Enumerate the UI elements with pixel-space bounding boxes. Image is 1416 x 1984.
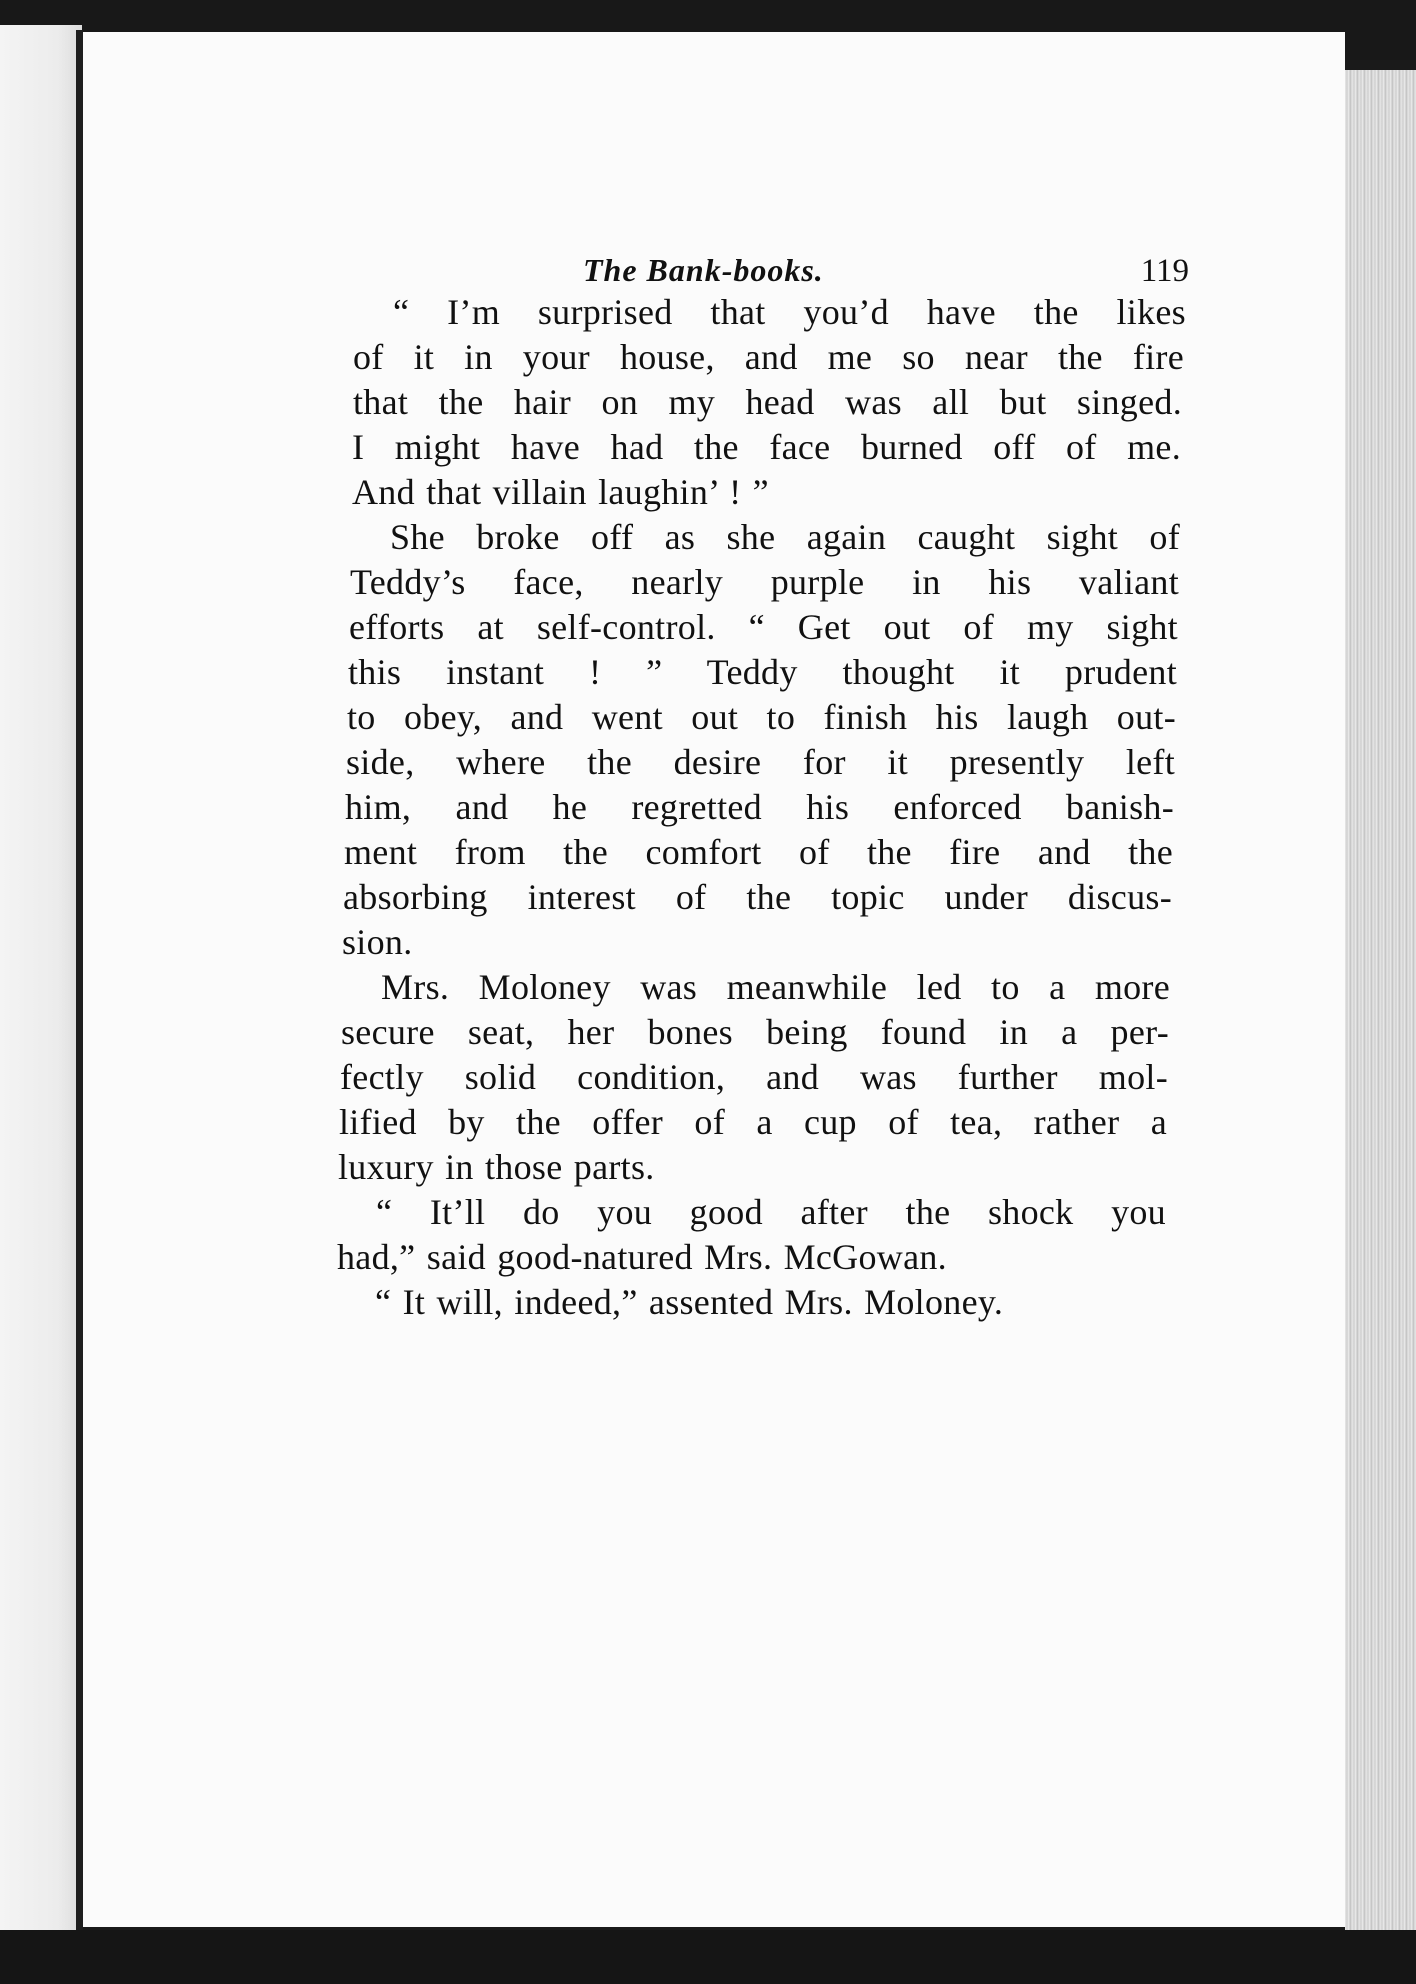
running-head	[583, 252, 1203, 290]
text-line: And that villain laughin’ ! ”	[352, 472, 769, 512]
text-line: sion.	[342, 922, 413, 962]
text-line: of it in your house, and me so near the fire	[353, 337, 1184, 377]
scan-background-bottom	[0, 1930, 1416, 1984]
text-line: secure seat, her bones being found in a per-	[341, 1012, 1169, 1052]
text-line: fectly solid condition, and was further mol-	[340, 1057, 1168, 1097]
book-gutter	[76, 30, 83, 1935]
text-line: luxury in those parts.	[338, 1147, 655, 1187]
text-line: efforts at self-control. “ Get out of my sight	[349, 607, 1178, 647]
book-page	[83, 32, 1345, 1927]
text-line: side, where the desire for it presently left	[346, 742, 1175, 782]
running-title: The Bank-books.	[583, 252, 824, 288]
page-text	[83, 32, 1345, 1927]
text-line: ment from the comfort of the fire and the	[344, 832, 1173, 872]
text-line: I might have had the face burned off of me.	[352, 427, 1181, 467]
text-line: “ It’ll do you good after the shock you	[376, 1192, 1166, 1232]
text-line: absorbing interest of the topic under discus-	[343, 877, 1172, 917]
text-line: “ I’m surprised that you’d have the likes	[393, 292, 1186, 332]
text-line: “ It will, indeed,” assented Mrs. Moloney.	[375, 1282, 1004, 1322]
text-line: had,” said good-natured Mrs. McGowan.	[337, 1237, 947, 1277]
text-line: She broke off as she again caught sight of	[390, 517, 1180, 557]
page-stack-edges	[1345, 70, 1416, 1930]
facing-page-edge	[0, 25, 82, 1940]
text-line: that the hair on my head was all but singed.	[353, 382, 1182, 422]
text-line: lified by the offer of a cup of tea, rather a	[339, 1102, 1167, 1142]
text-line: Mrs. Moloney was meanwhile led to a more	[381, 967, 1170, 1007]
text-line: Teddy’s face, nearly purple in his valiant	[350, 562, 1179, 602]
text-line: this instant ! ” Teddy thought it prudent	[348, 652, 1177, 692]
text-line: to obey, and went out to finish his laugh out-	[347, 697, 1176, 737]
text-line: him, and he regretted his enforced banish-	[345, 787, 1174, 827]
page-number: 119	[1140, 253, 1189, 289]
